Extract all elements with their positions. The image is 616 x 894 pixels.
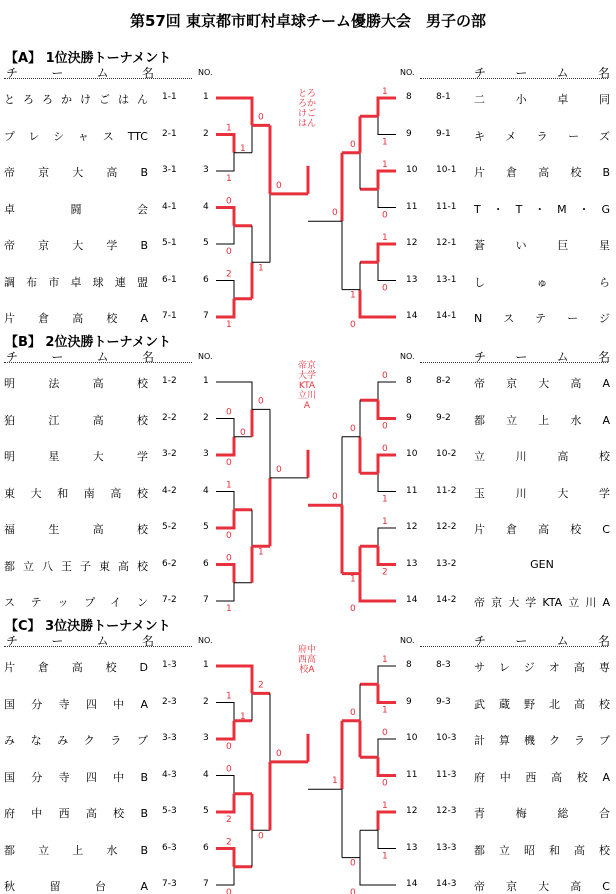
- seed-number: 14: [406, 879, 418, 889]
- match-score: 1: [258, 547, 264, 558]
- match-score: 1: [382, 160, 388, 170]
- match-score: 0: [382, 444, 388, 454]
- team-code: 9-3: [436, 696, 451, 707]
- winning-path: [360, 290, 396, 317]
- seed-number: 13: [406, 842, 418, 853]
- team-name: 立川高校: [474, 450, 610, 463]
- match-score: 0: [276, 180, 282, 191]
- team-column-header: チ ー ム 名: [474, 634, 610, 648]
- team-name: 明法高校: [4, 377, 148, 390]
- match-score: 0: [258, 396, 264, 407]
- match-score: 0: [350, 423, 356, 434]
- match-score: 1: [240, 711, 246, 722]
- seed-number: 13: [406, 558, 418, 569]
- winning-path: [216, 849, 234, 867]
- seed-number: 3: [203, 733, 209, 743]
- bracket-line: [216, 703, 234, 721]
- bracket-line: [378, 830, 396, 848]
- team-name: GEN: [530, 557, 554, 571]
- seed-number: 2: [203, 696, 209, 707]
- match-score: 0: [382, 728, 388, 738]
- bracket-line: [216, 226, 234, 244]
- match-score: 1: [332, 776, 338, 787]
- match-score: 1: [258, 263, 264, 274]
- no-column-header: NO.: [198, 636, 213, 645]
- match-score: 0: [258, 112, 264, 123]
- match-score: 1: [350, 290, 356, 301]
- team-name: 計算機クラブ: [474, 734, 610, 747]
- match-score: 2: [226, 837, 232, 848]
- match-score: 1: [382, 655, 388, 665]
- team-name: 帝京大高A: [474, 377, 610, 390]
- team-code: 1-2: [162, 376, 177, 386]
- match-score: 1: [226, 604, 232, 614]
- seed-number: 3: [203, 165, 209, 175]
- seed-number: 12: [406, 806, 418, 816]
- winning-path: [216, 98, 252, 125]
- seed-number: 11: [406, 485, 418, 496]
- team-name: 帝京大高C: [474, 880, 610, 893]
- team-name: 秋留台A: [4, 880, 148, 893]
- team-code: 2-2: [162, 412, 177, 423]
- winning-path: [216, 208, 234, 226]
- seed-number: 12: [406, 522, 418, 532]
- seed-number: 8: [406, 660, 412, 670]
- match-score: 1: [382, 705, 388, 716]
- match-score: 0: [226, 553, 232, 564]
- team-name: 片倉高校D: [4, 661, 148, 674]
- seed-number: 6: [203, 558, 209, 569]
- match-score: 0: [382, 283, 388, 294]
- champion-label: 帝京大学KTA立川A: [297, 361, 316, 411]
- winning-path: [216, 299, 234, 317]
- match-score: 0: [226, 742, 232, 752]
- seed-number: 5: [203, 522, 209, 532]
- seed-number: 5: [203, 238, 209, 248]
- match-score: 1: [382, 87, 388, 97]
- winning-path: [216, 135, 234, 153]
- team-code: 13-2: [436, 558, 457, 569]
- match-score: 1: [226, 174, 232, 184]
- team-name: 青梅総合: [474, 807, 610, 820]
- team-code: 3-3: [162, 733, 177, 743]
- seed-number: 1: [203, 92, 209, 102]
- bracket-line: [378, 382, 396, 400]
- seed-number: 2: [203, 412, 209, 423]
- team-name: プレシャスTTC: [4, 129, 148, 143]
- match-score: 0: [226, 764, 232, 775]
- team-code: 4-2: [162, 485, 177, 496]
- team-name: 都立八王子東高校: [4, 559, 148, 573]
- winning-path: [216, 794, 234, 812]
- no-column-header: NO.: [198, 352, 213, 361]
- team-code: 5-2: [162, 522, 177, 532]
- seed-number: 1: [203, 660, 209, 670]
- team-code: 10-1: [436, 165, 457, 175]
- match-score: 0: [226, 888, 232, 894]
- champion-label: とろろかけごはん: [297, 89, 316, 129]
- team-column-header: チ ー ム 名: [6, 66, 154, 80]
- seed-number: 10: [406, 165, 418, 175]
- team-name: 東大和南高校: [4, 486, 148, 500]
- team-code: 4-3: [162, 769, 177, 780]
- match-score: 0: [276, 464, 282, 475]
- seed-number: 1: [203, 376, 209, 386]
- seed-number: 11: [406, 201, 418, 212]
- seed-number: 5: [203, 806, 209, 816]
- team-code: 1-3: [162, 660, 177, 670]
- bracket-line: [360, 858, 396, 885]
- winning-path: [378, 812, 396, 830]
- seed-number: 9: [406, 128, 412, 139]
- seed-number: 3: [203, 449, 209, 459]
- match-score: 0: [350, 888, 356, 894]
- match-score: 0: [350, 139, 356, 150]
- seed-number: 11: [406, 769, 418, 780]
- team-code: 6-1: [162, 274, 177, 285]
- match-score: 0: [350, 858, 356, 869]
- team-code: 12-2: [436, 522, 457, 532]
- match-score: 1: [382, 801, 388, 811]
- match-score: 1: [350, 574, 356, 585]
- seed-number: 7: [203, 879, 209, 889]
- bracket-line: [216, 492, 234, 510]
- section-title: 【B】 2位決勝トーナメント: [5, 335, 171, 350]
- match-score: 1: [382, 494, 388, 505]
- match-score: 1: [226, 123, 232, 134]
- bracket-line: [378, 739, 396, 757]
- match-score: 1: [382, 137, 388, 148]
- match-score: 0: [382, 421, 388, 432]
- seed-number: 7: [203, 311, 209, 321]
- bracket-line: [378, 528, 396, 546]
- bracket-line: [378, 189, 396, 207]
- team-code: 13-1: [436, 274, 457, 285]
- no-column-header: NO.: [198, 68, 213, 77]
- seed-number: 4: [203, 201, 209, 212]
- team-name: 都立上水B: [4, 843, 148, 857]
- seed-number: 10: [406, 733, 418, 743]
- seed-number: 9: [406, 696, 412, 707]
- team-name: みなみクラブ: [4, 734, 148, 747]
- team-name: 府中西高校A: [474, 770, 610, 784]
- seed-number: 8: [406, 92, 412, 102]
- team-name: 調布市卓球連盟: [4, 275, 148, 289]
- team-name: 卓闘会: [4, 202, 148, 216]
- match-score: 0: [258, 831, 264, 842]
- team-code: 11-2: [436, 485, 457, 496]
- team-code: 9-2: [436, 412, 451, 423]
- team-code: 6-2: [162, 558, 177, 569]
- match-score: 1: [226, 320, 232, 330]
- team-name: 片倉高校B: [474, 166, 610, 179]
- team-name: 武蔵野北高校: [474, 697, 610, 711]
- team-name: 二小卓同: [474, 93, 610, 106]
- bracket-section: [0, 615, 616, 894]
- match-score: 0: [240, 427, 246, 438]
- team-code: 10-2: [436, 449, 457, 459]
- match-score: 2: [226, 815, 232, 825]
- team-code: 11-1: [436, 201, 457, 212]
- team-name: 府中西高校B: [4, 807, 148, 820]
- bracket-line: [378, 262, 396, 280]
- team-name: 明星大学: [4, 450, 148, 463]
- match-score: 0: [226, 247, 232, 257]
- team-code: 4-1: [162, 201, 177, 212]
- match-score: 2: [382, 567, 388, 578]
- team-code: 1-1: [162, 92, 177, 102]
- winning-path: [378, 400, 396, 418]
- seed-number: 6: [203, 274, 209, 285]
- team-name: しゅら: [474, 275, 610, 289]
- seed-number: 9: [406, 412, 412, 423]
- match-score: 0: [382, 371, 388, 381]
- team-code: 13-3: [436, 842, 457, 853]
- team-code: 2-1: [162, 128, 177, 139]
- team-code: 10-3: [436, 733, 457, 743]
- page-title: 第57回 東京都市町村卓球チーム優勝大会 男子の部: [129, 12, 487, 30]
- team-code: 5-3: [162, 806, 177, 816]
- bracket-line: [378, 116, 396, 134]
- team-code: 14-3: [436, 879, 457, 889]
- team-name: 玉川大学: [474, 486, 610, 500]
- bracket-line: [216, 583, 234, 601]
- team-name: 狛江高校: [4, 413, 148, 427]
- match-score: 0: [226, 531, 232, 541]
- winning-path: [216, 510, 234, 528]
- match-score: 0: [276, 748, 282, 759]
- winning-path: [216, 721, 234, 739]
- team-code: 9-1: [436, 128, 451, 139]
- match-score: 0: [382, 778, 388, 789]
- winning-path: [378, 684, 396, 702]
- match-score: 0: [332, 208, 338, 219]
- bracket-line: [378, 473, 396, 491]
- team-name: 片倉高校C: [474, 523, 610, 536]
- team-name: 福生高校: [4, 523, 148, 536]
- team-code: 14-2: [436, 595, 457, 605]
- team-name: Nステージ: [474, 312, 610, 325]
- winning-path: [378, 757, 396, 775]
- team-name: 蒼い巨星: [474, 239, 610, 252]
- team-name: T・T・M・G: [474, 202, 610, 216]
- team-code: 7-1: [162, 311, 177, 321]
- team-column-header: チ ー ム 名: [6, 350, 154, 364]
- seed-number: 6: [203, 842, 209, 853]
- seed-number: 13: [406, 274, 418, 285]
- team-column-header: チ ー ム 名: [474, 66, 610, 80]
- section-title: 【C】 3位決勝トーナメント: [5, 619, 171, 634]
- winning-path: [216, 666, 252, 693]
- bracket-section: [0, 331, 616, 614]
- team-name: 帝京大学KTA立川A: [474, 596, 610, 609]
- team-name: サレジオ高専: [474, 661, 610, 674]
- team-name: キメラーズ: [474, 129, 610, 143]
- match-score: 0: [226, 407, 232, 418]
- match-score: 1: [382, 851, 388, 862]
- winning-path: [216, 565, 234, 583]
- team-code: 12-1: [436, 238, 457, 248]
- match-score: 0: [350, 707, 356, 718]
- team-code: 11-3: [436, 769, 457, 780]
- team-code: 7-3: [162, 879, 177, 889]
- team-code: 12-3: [436, 806, 457, 816]
- winning-path: [378, 171, 396, 189]
- team-name: とろろかけごはん: [4, 93, 148, 106]
- match-score: 0: [382, 210, 388, 221]
- team-column-header: チ ー ム 名: [474, 350, 610, 364]
- team-name: 片倉高校A: [4, 312, 148, 325]
- no-column-header: NO.: [400, 68, 415, 77]
- team-name: 国分寺四中B: [4, 770, 148, 784]
- seed-number: 10: [406, 449, 418, 459]
- team-code: 7-2: [162, 595, 177, 605]
- team-code: 8-2: [436, 376, 451, 386]
- match-score: 0: [350, 604, 356, 614]
- seed-number: 2: [203, 128, 209, 139]
- bracket-section: [0, 47, 616, 330]
- seed-number: 4: [203, 485, 209, 496]
- bracket-line: [216, 281, 234, 299]
- match-score: 0: [226, 196, 232, 207]
- team-code: 5-1: [162, 238, 177, 248]
- match-score: 1: [240, 143, 246, 154]
- team-name: 都立上水A: [474, 413, 610, 427]
- match-score: 0: [332, 492, 338, 503]
- team-name: 国分寺四中A: [4, 697, 148, 711]
- seed-number: 12: [406, 238, 418, 248]
- seed-number: 14: [406, 311, 418, 321]
- match-score: 1: [382, 233, 388, 243]
- team-code: 2-3: [162, 696, 177, 707]
- winning-path: [378, 244, 396, 262]
- seed-number: 4: [203, 769, 209, 780]
- team-code: 3-2: [162, 449, 177, 459]
- bracket-line: [378, 666, 396, 684]
- winning-path: [378, 455, 396, 473]
- seed-number: 8: [406, 376, 412, 386]
- team-name: ステップイン: [4, 596, 148, 609]
- winning-path: [360, 574, 396, 601]
- bracket-line: [216, 153, 234, 171]
- champion-label: 府中西高校A: [297, 645, 316, 675]
- match-score: 1: [382, 517, 388, 527]
- section-title: 【A】 1位決勝トーナメント: [5, 51, 172, 66]
- team-name: 帝京大学B: [4, 239, 148, 252]
- match-score: 2: [258, 680, 264, 691]
- seed-number: 7: [203, 595, 209, 605]
- bracket-line: [216, 419, 234, 437]
- match-score: 2: [226, 269, 232, 280]
- seed-number: 14: [406, 595, 418, 605]
- no-column-header: NO.: [400, 352, 415, 361]
- team-code: 14-1: [436, 311, 457, 321]
- winning-path: [216, 437, 234, 455]
- match-score: 0: [226, 458, 232, 468]
- match-score: 1: [226, 480, 232, 491]
- winning-path: [378, 98, 396, 116]
- team-code: 6-3: [162, 842, 177, 853]
- match-score: 1: [226, 691, 232, 702]
- team-code: 8-1: [436, 92, 451, 102]
- team-code: 3-1: [162, 165, 177, 175]
- bracket-line: [216, 776, 234, 794]
- winning-path: [378, 546, 396, 564]
- team-column-header: チ ー ム 名: [6, 634, 154, 648]
- match-score: 0: [350, 320, 356, 330]
- team-code: 8-3: [436, 660, 451, 670]
- team-name: 帝京大高B: [4, 166, 148, 179]
- no-column-header: NO.: [400, 636, 415, 645]
- team-name: 都立昭和高校: [474, 843, 610, 857]
- bracket-line: [216, 867, 234, 885]
- bracket-line: [216, 382, 252, 409]
